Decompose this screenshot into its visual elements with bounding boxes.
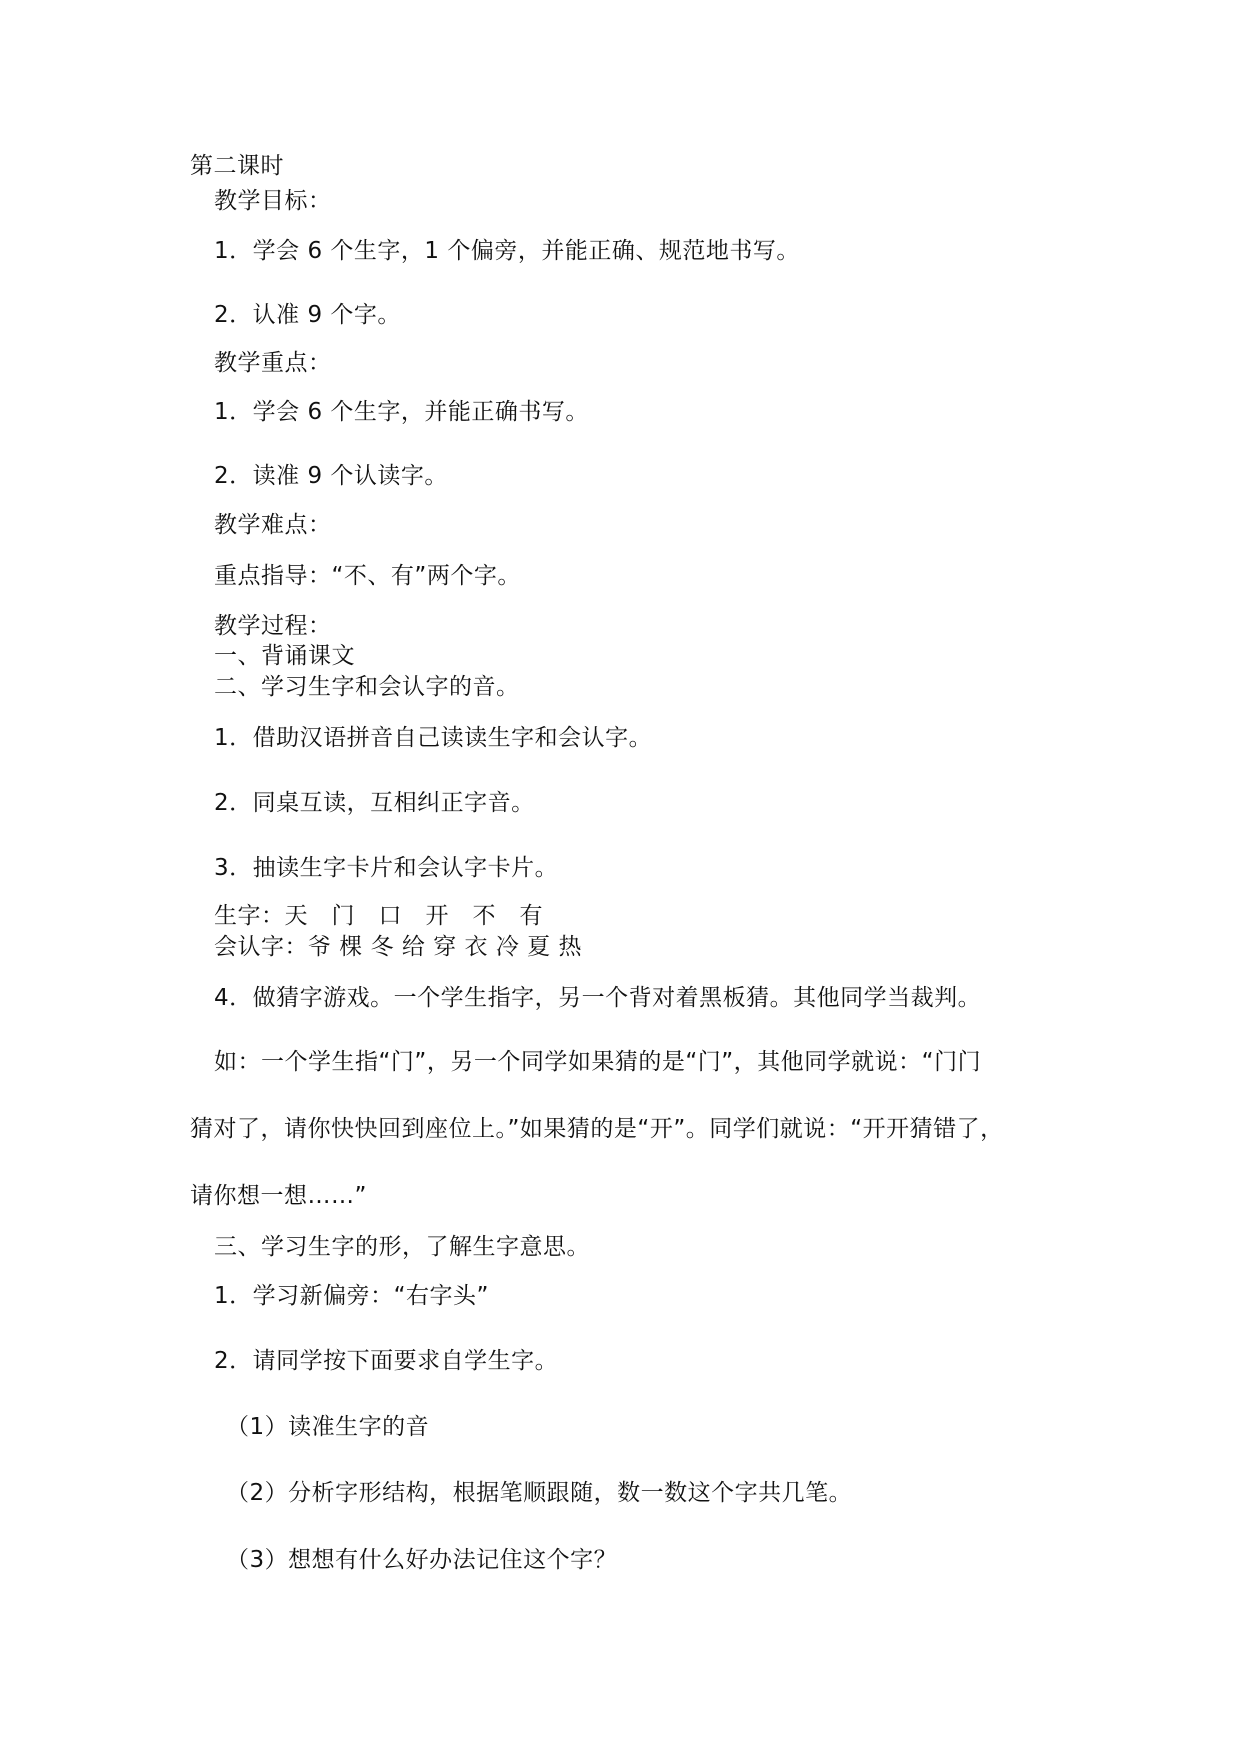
example-paragraph-line: 请你想一想……”: [190, 1183, 367, 1209]
list-item: 1．借助汉语拼音自己读读生字和会认字。: [214, 725, 653, 751]
new-characters: 生字：天 门 口 开 不 有: [214, 903, 543, 929]
key-point-item: 2．读准 9 个认读字。: [214, 463, 448, 489]
sub-list-item: （3）想想有什么好办法记住这个字？: [226, 1547, 618, 1573]
list-item: 1．学习新偏旁：“右字头”: [214, 1283, 489, 1309]
objective-item: 1．学会 6 个生字，1 个偏旁，并能正确、规范地书写。: [214, 238, 800, 264]
sub-list-item: （2）分析字形结构，根据笔顺跟随，数一数这个字共几笔。: [226, 1480, 853, 1506]
list-item: 2．请同学按下面要求自学生字。: [214, 1348, 559, 1374]
key-points-heading: 教学重点：: [214, 350, 332, 376]
key-point-item: 1．学会 6 个生字，并能正确书写。: [214, 399, 589, 425]
list-item: 3．抽读生字卡片和会认字卡片。: [214, 855, 559, 881]
objectives-heading: 教学目标：: [214, 188, 332, 214]
process-heading: 教学过程：: [214, 613, 332, 639]
sub-list-item: （1）读准生字的音: [226, 1414, 430, 1440]
section-heading: 一、背诵课文: [214, 643, 355, 669]
example-paragraph-line: 猜对了，请你快快回到座位上。”如果猜的是“开”。同学们就说：“开开猜错了，: [190, 1116, 1004, 1142]
objective-item: 2．认准 9 个字。: [214, 302, 401, 328]
lesson-title: 第二课时: [190, 153, 284, 179]
section-heading: 三、学习生字的形，了解生字意思。: [214, 1234, 590, 1260]
section-heading: 二、学习生字和会认字的音。: [214, 674, 520, 700]
difficulties-heading: 教学难点：: [214, 512, 332, 538]
recognition-characters: 会认字：爷 棵 冬 给 穿 衣 冷 夏 热: [214, 934, 582, 960]
list-item: 2．同桌互读，互相纠正字音。: [214, 790, 535, 816]
example-paragraph-line: 如：一个学生指“门”，另一个同学如果猜的是“门”，其他同学就说：“门门: [214, 1049, 982, 1075]
list-item: 4．做猜字游戏。一个学生指字，另一个背对着黑板猜。其他同学当裁判。: [214, 985, 982, 1011]
difficulties-text: 重点指导：“不、有”两个字。: [214, 563, 521, 589]
